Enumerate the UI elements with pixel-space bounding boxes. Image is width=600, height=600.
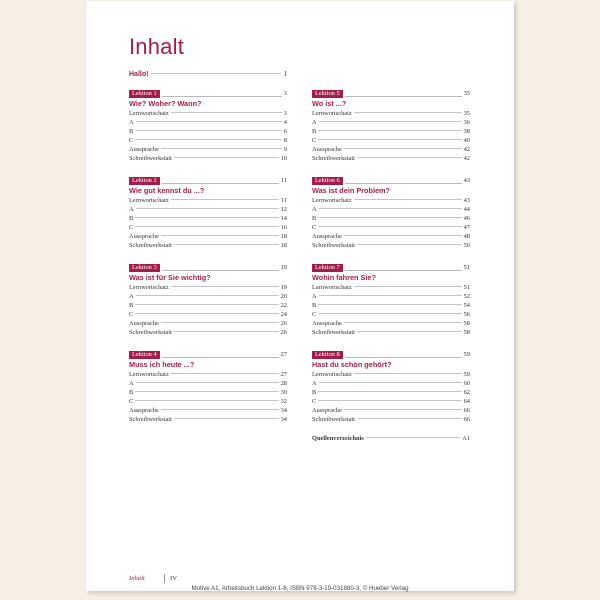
toc-row-page: 4 [283,119,287,126]
toc-row[interactable] [129,196,287,205]
toc-row-page: 48 [463,233,470,240]
toc-row-page: 34 [280,407,287,414]
toc-row[interactable] [312,301,470,310]
dot-leader [318,226,461,227]
toc-row[interactable] [129,319,287,328]
dot-leader [135,130,282,131]
toc-row[interactable] [312,283,470,292]
dot-leader [174,418,279,419]
dot-leader [174,157,279,158]
toc-row[interactable] [312,241,470,250]
toc-row-label: B [129,128,134,135]
lesson-badge: Lektion 8 [312,351,343,359]
toc-row-page: 58 [463,329,470,336]
toc-row-label: Lernwortschatz [312,284,352,291]
lesson-header[interactable] [312,350,470,359]
toc-row[interactable] [312,319,470,328]
toc-row-page: 40 [463,137,470,144]
toc-row[interactable] [129,301,287,310]
toc-row-label: C [129,398,134,405]
toc-row-label: C [129,311,134,318]
dot-leader [135,217,278,218]
lesson-header[interactable] [129,350,287,359]
lesson-title: Wohin fahren Sie? [312,273,376,282]
toc-row-label: A [129,380,134,387]
toc-row[interactable] [129,127,287,136]
lesson-badge: Lektion 7 [312,264,343,272]
toc-row-page: 26 [280,320,287,327]
dot-leader [174,244,279,245]
dot-leader [318,139,461,140]
toc-row-label: Lernwortschatz [129,371,169,378]
dot-leader [136,208,279,209]
dot-leader [344,148,462,149]
toc-row[interactable] [129,388,287,397]
toc-row-page: 27 [280,371,287,378]
toc-row-label: B [312,128,317,135]
toc-row-page: 22 [280,302,287,309]
toc-row-page: 60 [463,380,470,387]
dot-leader [161,322,279,323]
toc-row-label: A [312,293,317,300]
dot-leader [319,382,462,383]
toc-row[interactable] [312,370,470,379]
toc-row-label: B [312,389,317,396]
dot-leader [354,199,462,200]
dot-leader [318,130,461,131]
toc-row-label: A [129,206,134,213]
toc-row-page: 64 [463,398,470,405]
lesson-page: 19 [280,264,287,271]
dot-leader [162,352,279,358]
dot-leader [151,73,280,74]
toc-row-label: Lernwortschatz [312,371,352,378]
lesson-badge: Lektion 2 [129,177,160,185]
dot-leader [136,121,282,122]
toc-row[interactable] [312,292,470,301]
lesson-header[interactable] [129,89,287,98]
dot-leader [162,178,279,184]
toc-row-page: 34 [280,416,287,423]
footer-divider [164,574,165,583]
toc-row-page: 51 [463,284,470,291]
copyright-line: Motive A1, Arbeitsbuch Lektion 1-8, ISBN 978-3-19-031880-3, © Hueber Verlag [191,585,409,592]
toc-row-page: 36 [463,119,470,126]
lesson-title: Was ist für Sie wichtig? [129,273,211,282]
toc-intro-label: Hallo! [129,71,149,78]
toc-row[interactable] [312,379,470,388]
toc-row-page: 8 [283,137,287,144]
dot-leader [135,304,278,305]
toc-row-page: 26 [280,329,287,336]
dot-leader [357,331,462,332]
toc-row-label: Lernwortschatz [312,110,352,117]
dot-leader [171,112,282,113]
toc-row-page: 59 [463,371,470,378]
dot-leader [318,304,461,305]
lesson-badge: Lektion 4 [129,351,160,359]
toc-row-label: Schreibwerkstatt [312,329,355,336]
dot-leader [344,322,462,323]
toc-row-page: 42 [463,155,470,162]
dot-leader [345,352,462,358]
toc-row-label: Schreibwerkstatt [312,242,355,249]
toc-row-label: C [312,137,317,144]
toc-row-page: 18 [280,242,287,249]
lesson-block [129,89,287,176]
toc-row-label: Aussprache [312,407,342,414]
toc-row[interactable] [312,328,470,337]
dot-leader [319,208,462,209]
lesson-page: 27 [280,351,287,358]
toc-row[interactable] [312,223,470,232]
dot-leader [161,409,279,410]
toc-row-label: B [129,389,134,396]
toc-row-label: Schreibwerkstatt [129,416,172,423]
toc-sources-label: Quellenverzeichnis [312,435,364,442]
toc-row[interactable] [312,214,470,223]
toc-row-page: 12 [280,206,287,213]
dot-leader [318,391,461,392]
dot-leader [171,199,279,200]
lesson-block [129,263,287,350]
toc-row[interactable] [129,292,287,301]
toc-row-label: Schreibwerkstatt [129,242,172,249]
toc-intro-page: 1 [283,70,287,78]
toc-row-label: B [129,215,134,222]
document-page [86,1,514,591]
dot-leader [354,112,462,113]
toc-row-label: Aussprache [129,146,159,153]
toc-row-label: B [129,302,134,309]
toc-row-label: C [312,398,317,405]
toc-row-label: Schreibwerkstatt [129,329,172,336]
lesson-title: Hast du schon gehört? [312,360,392,369]
dot-leader [318,217,461,218]
lesson-title: Wie gut kennst du ...? [129,186,205,195]
toc-row[interactable] [312,406,470,415]
toc-row-label: C [312,224,317,231]
lesson-header[interactable] [312,176,470,185]
toc-row-page: 10 [280,155,287,162]
toc-row-page: 58 [463,320,470,327]
toc-row[interactable] [312,388,470,397]
lesson-title: Wo ist ...? [312,99,347,108]
toc-row-page: 42 [463,146,470,153]
lesson-title: Wie? Woher? Wann? [129,99,202,108]
lesson-block [129,350,287,437]
toc-row-page: 62 [463,389,470,396]
toc-row-page: 14 [280,215,287,222]
dot-leader [354,373,462,374]
toc-row-page: 16 [280,224,287,231]
toc-column-right [312,89,470,437]
toc-row[interactable] [129,154,287,163]
toc-row-page: 24 [280,311,287,318]
toc-row-label: B [312,302,317,309]
lesson-badge: Lektion 6 [312,177,343,185]
dot-leader [318,400,461,401]
lesson-page: 59 [463,351,470,358]
toc-sources-page: A1 [462,435,470,442]
toc-row-label: Aussprache [312,320,342,327]
toc-row-label: Aussprache [312,233,342,240]
lesson-block [129,176,287,263]
dot-leader [162,91,282,97]
dot-leader [135,400,278,401]
toc-row[interactable] [312,232,470,241]
toc-row-label: B [312,215,317,222]
toc-row[interactable] [312,118,470,127]
toc-row[interactable] [129,145,287,154]
lesson-page: 35 [463,90,470,97]
toc-row-label: A [129,293,134,300]
toc-row[interactable] [129,406,287,415]
toc-row-page: 66 [463,416,470,423]
footer-section-label: Inhalt [129,575,145,582]
toc-row[interactable] [312,196,470,205]
lesson-page: 51 [463,264,470,271]
toc-sources-entry[interactable] [312,435,470,442]
dot-leader [354,286,462,287]
toc-row-page: 46 [463,215,470,222]
toc-row-page: 19 [280,284,287,291]
lesson-page: 43 [463,177,470,184]
dot-leader [318,313,461,314]
toc-row[interactable] [129,118,287,127]
toc-row-label: A [312,206,317,213]
toc-row-label: Lernwortschatz [312,197,352,204]
toc-row-label: C [129,224,134,231]
toc-row-page: 6 [283,128,287,135]
dot-leader [161,148,282,149]
toc-row[interactable] [129,397,287,406]
lesson-block [312,263,470,350]
toc-row-label: A [312,380,317,387]
dot-leader [135,226,278,227]
toc-row[interactable] [312,109,470,118]
toc-row-page: 9 [283,146,287,153]
dot-leader [136,295,279,296]
toc-row-page: 32 [280,398,287,405]
dot-leader [135,139,282,140]
toc-row-page: 18 [280,233,287,240]
dot-leader [357,418,462,419]
toc-row[interactable] [129,310,287,319]
lesson-block [312,176,470,263]
lesson-badge: Lektion 1 [129,90,160,98]
dot-leader [171,373,279,374]
lesson-header[interactable] [312,263,470,272]
dot-leader [344,409,462,410]
toc-row[interactable] [129,109,287,118]
dot-leader [171,286,279,287]
dot-leader [366,437,460,438]
toc-row-label: Aussprache [129,320,159,327]
toc-row[interactable] [312,136,470,145]
toc-row-page: 11 [280,197,287,204]
toc-row-page: 3 [283,110,287,117]
toc-row-label: A [312,119,317,126]
toc-row[interactable] [129,328,287,337]
toc-row-page: 50 [463,242,470,249]
toc-row[interactable] [129,241,287,250]
dot-leader [161,235,279,236]
toc-row-label: Lernwortschatz [129,284,169,291]
toc-row-label: Lernwortschatz [129,110,169,117]
toc-row[interactable] [129,214,287,223]
lesson-title: Muss ich heute ...? [129,360,195,369]
lesson-page: 11 [280,177,287,184]
toc-row-page: 56 [463,311,470,318]
toc-row-label: Lernwortschatz [129,197,169,204]
dot-leader [162,265,279,271]
lesson-block [312,350,470,437]
toc-row[interactable] [312,154,470,163]
lesson-badge: Lektion 5 [312,90,343,98]
dot-leader [135,391,278,392]
page-title: Inhalt [129,34,185,59]
lesson-badge: Lektion 3 [129,264,160,272]
lesson-page: 3 [283,90,287,97]
toc-row-label: A [129,119,134,126]
toc-row-page: 20 [280,293,287,300]
toc-row-label: C [129,137,134,144]
dot-leader [345,265,462,271]
dot-leader [319,121,462,122]
toc-row[interactable] [312,145,470,154]
toc-row-page: 44 [463,206,470,213]
toc-row[interactable] [129,370,287,379]
dot-leader [136,382,279,383]
toc-row[interactable] [312,415,470,424]
toc-row[interactable] [129,232,287,241]
toc-row[interactable] [129,136,287,145]
toc-row-label: Schreibwerkstatt [129,155,172,162]
toc-row[interactable] [312,205,470,214]
toc-row[interactable] [312,397,470,406]
toc-row-page: 47 [463,224,470,231]
dot-leader [135,313,278,314]
toc-row[interactable] [129,205,287,214]
toc-row-page: 43 [463,197,470,204]
dot-leader [357,244,462,245]
toc-row[interactable] [129,379,287,388]
lesson-header[interactable] [129,176,287,185]
lesson-header[interactable] [129,263,287,272]
toc-row-label: Aussprache [129,233,159,240]
toc-row-label: C [312,311,317,318]
toc-row-page: 38 [463,128,470,135]
toc-row[interactable] [312,310,470,319]
lesson-title: Was ist dein Problem? [312,186,390,195]
toc-row-label: Aussprache [312,146,342,153]
dot-leader [344,235,462,236]
dot-leader [174,331,279,332]
toc-row-page: 28 [280,380,287,387]
toc-column-left [129,89,287,437]
toc-row-label: Aussprache [129,407,159,414]
toc-row[interactable] [129,283,287,292]
toc-row-page: 52 [463,293,470,300]
toc-row-label: Schreibwerkstatt [312,155,355,162]
toc-row[interactable] [129,415,287,424]
toc-row[interactable] [129,223,287,232]
toc-row-page: 35 [463,110,470,117]
footer-page-number: IV [170,575,177,582]
toc-row-page: 30 [280,389,287,396]
toc-row-page: 54 [463,302,470,309]
toc-row-label: Schreibwerkstatt [312,416,355,423]
lesson-header[interactable] [312,89,470,98]
dot-leader [345,91,462,97]
toc-row[interactable] [312,127,470,136]
dot-leader [357,157,462,158]
dot-leader [345,178,462,184]
toc-row-page: 66 [463,407,470,414]
lesson-block [312,89,470,176]
toc-intro-entry[interactable] [129,70,287,78]
dot-leader [319,295,462,296]
